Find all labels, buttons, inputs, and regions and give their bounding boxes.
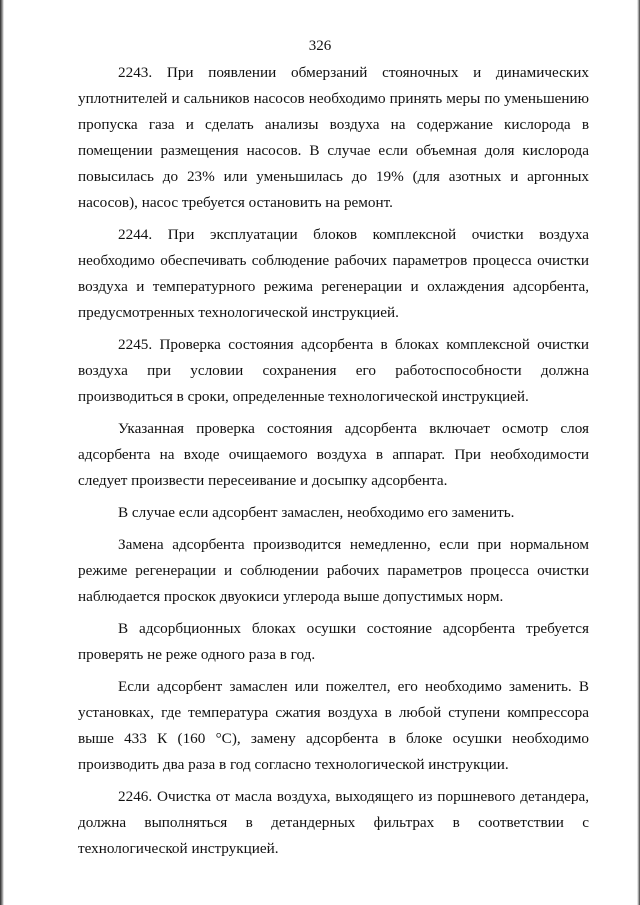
paragraph-inspection: Указанная проверка состояния адсорбента включает осмотр слоя адсорбента на входе очищаемого воздуха в аппарат. При необходимости следует произвести пересеивание и досыпку адсорбента. [78, 420, 589, 489]
paragraph-2243: 2243. При появлении обмерзаний стояночных и динамических уплотнителей и сальников насосов необходимо принять меры по уменьшению пропуска газа и сделать анализы воздуха на содержание кислорода в помещении размещения насосов. В случае если объемная доля кислорода повысилась до 23% или уменьшилась до 19% (для азотных и аргонных насосов), насос требуется остановить на ремонт. [78, 64, 589, 211]
paragraph-yellowed-replace: Если адсорбент замаслен или пожелтел, его необходимо заменить. В установках, где температура сжатия воздуха в любой ступени компрессора выше 433 К (160 °С), замену адсорбента в блоке осушки необходимо производить два раза в год согласно технологической инструкции. [78, 678, 589, 773]
scan-edge-left [0, 0, 4, 905]
paragraph-immediate-replace: Замена адсорбента производится немедленно, если при нормальном режиме регенерации и соблюдении рабочих параметров процесса очистки наблюдается проскок двуокиси углерода выше допустимых норм. [78, 536, 589, 605]
paragraph-2245: 2245. Проверка состояния адсорбента в блоках комплексной очистки воздуха при условии сохранения его работоспособности должна производиться в сроки, определенные технологической инструкцией. [78, 336, 589, 405]
document-body [78, 60, 589, 862]
paragraph-drying-check: В адсорбционных блоках осушки состояние адсорбента требуется проверять не реже одного раза в год. [78, 620, 589, 663]
paragraph-2246: 2246. Очистка от масла воздуха, выходящего из поршневого детандера, должна выполняться в детандерных фильтрах в соответствии с технологической инструкцией. [78, 788, 589, 857]
paragraph-2244: 2244. При эксплуатации блоков комплексной очистки воздуха необходимо обеспечивать соблюдение рабочих параметров процесса очистки воздуха и температурного режима регенерации и охлаждения адсорбента, предусмотренных технологической инструкцией. [78, 226, 589, 321]
paragraph-oiled-replace: В случае если адсорбент замаслен, необходимо его заменить. [118, 504, 515, 521]
page-number: 326 [308, 38, 332, 54]
